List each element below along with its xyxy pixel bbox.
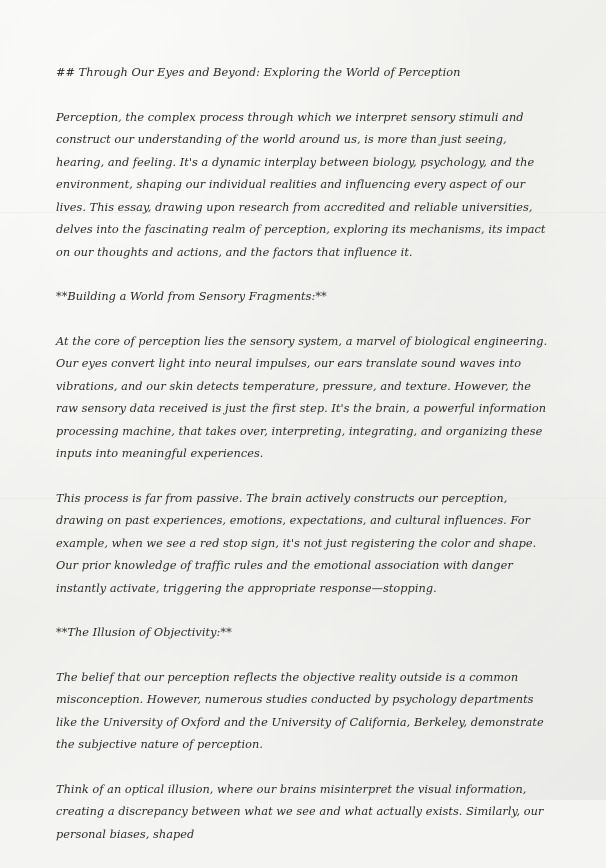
paragraph: This process is far from passive. The brain actively constructs our perception, drawing on past experiences, emotions, expectations, and cultural influences. For example, when we see a red stop sign, it's not just registering the color and shape. Our prior knowledge of traffic rules and the emotional association with danger instantly activate, triggering the appropriate response—stopping. [56,491,537,595]
paragraph: Perception, the complex process through which we interpret sensory stimuli and construct our understanding of the world around us, is more than just seeing, hearing, and feeling. It's a dynamic interplay between biology, psychology, and the environment, shaping our individual realities and influencing every aspect of our lives. This essay, drawing upon research from accredited and reliable universities, delves into the fascinating realm of perception, exploring its mechanisms, its impact on our thoughts and actions, and the factors that influence it. [56,110,546,259]
paragraph: Think of an optical illusion, where our brains misinterpret the visual information, creating a discrepancy between what we see and what actually exists. Similarly, our personal biases, shaped [56,782,544,841]
section-heading: **Building a World from Sensory Fragments:** [56,290,327,303]
document-title: ## Through Our Eyes and Beyond: Exploring the World of Perception [56,66,461,79]
section-heading: **The Illusion of Objectivity:** [56,626,232,639]
document-body [56,62,556,868]
paragraph: The belief that our perception reflects the objective reality outside is a common misconception. However, numerous studies conducted by psychology departments like the University of Oxford and the University of California, Berkeley, demonstrate the subjective nature of perception. [56,670,544,751]
paragraph: At the core of perception lies the sensory system, a marvel of biological engineering. Our eyes convert light into neural impulses, our ears translate sound waves into vibrations, and our skin detects temperature, pressure, and texture. However, the raw sensory data received is just the first step. It's the brain, a powerful information processing machine, that takes over, interpreting, integrating, and organizing these inputs into meaningful experiences. [56,334,548,460]
